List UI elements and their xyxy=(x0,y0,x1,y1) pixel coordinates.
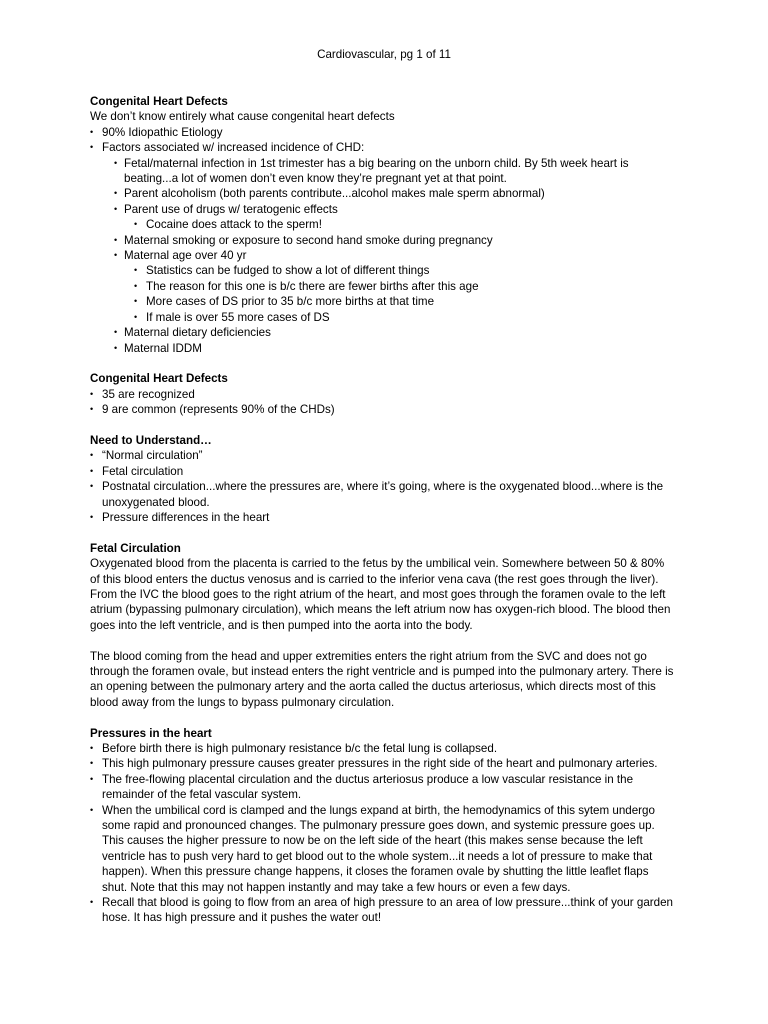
section-heading: Fetal Circulation xyxy=(90,541,181,555)
nested-list-item: • Statistics can be fudged to show a lot of different things xyxy=(134,263,676,278)
list-item: • 35 are recognized xyxy=(90,387,676,402)
sub-list-item xyxy=(114,202,676,233)
nested-list-item: • More cases of DS prior to 35 b/c more births at that time xyxy=(134,294,676,309)
list-item: • Fetal circulation xyxy=(90,464,676,479)
bullet-list xyxy=(90,125,676,356)
section-heading: Congenital Heart Defects xyxy=(90,372,228,386)
sub-list-item: • Parent alcoholism (both parents contribute...alcohol makes male sperm abnormal) xyxy=(114,186,676,201)
section-congenital-heart-defects-counts xyxy=(90,371,676,417)
nested-bullet-list xyxy=(134,217,676,232)
bullet-list xyxy=(90,448,676,525)
sub-list-item xyxy=(114,248,676,325)
section-intro: We don’t know entirely what cause congenital heart defects xyxy=(90,110,395,124)
list-item: • Before birth there is high pulmonary resistance b/c the fetal lung is collapsed. xyxy=(90,741,676,756)
nested-list-item: • The reason for this one is b/c there are fewer births after this age xyxy=(134,279,676,294)
section-heading: Need to Understand… xyxy=(90,433,212,447)
section-heading: Congenital Heart Defects xyxy=(90,95,228,108)
section-fetal-circulation xyxy=(90,541,676,710)
sub-list-item: • Maternal dietary deficiencies xyxy=(114,325,676,340)
sub-list-item-text: Parent use of drugs w/ teratogenic effects xyxy=(124,202,338,216)
section-congenital-heart-defects-causes xyxy=(90,94,676,356)
list-item-text: Factors associated w/ increased incidence of CHD: xyxy=(102,141,365,155)
nested-bullet-list xyxy=(134,263,676,325)
document-body xyxy=(90,94,676,941)
paragraph: The blood coming from the head and upper extremities enters the right atrium from the SVC and does not go through the foramen ovale, but instead enters the right ventricle and is pumped into the pulmonary artery. There is an opening between the pulmonary artery and the aorta called the ductus arteriosus, which directs most of this blood away from the lungs to bypass pulmonary circulation. xyxy=(90,649,674,709)
list-item: • “Normal circulation” xyxy=(90,448,676,463)
bullet-list xyxy=(90,741,676,926)
list-item: • When the umbilical cord is clamped and the lungs expand at birth, the hemodynamics of this sytem undergo some rapid and pronounced changes. The pulmonary pressure goes down, and systemic pressure goes up. This causes the higher pressure to now be on the left side of the heart (this makes sense because the left ventricle has to push very hard to get blood out to the whole system...it needs a lot of pressure to make that happen). When this pressure change happens, it closes the foramen ovale by shutting the little leaflet flaps shut. Note that this may not happen instantly and may take a few hours or even a few days. xyxy=(90,803,676,895)
page-header: Cardiovascular, pg 1 of 11 xyxy=(317,48,451,61)
section-heading: Pressures in the heart xyxy=(90,726,212,740)
sub-list-item: • Maternal smoking or exposure to second hand smoke during pregnancy xyxy=(114,233,676,248)
sub-list-item: • Maternal IDDM xyxy=(114,341,676,356)
sub-bullet-list xyxy=(114,156,676,356)
sub-list-item: • Fetal/maternal infection in 1st trimester has a big bearing on the unborn child. By 5th week heart is beating...a lot of women don’t even know they’re pregnant yet at that point. xyxy=(114,156,676,187)
list-item: • 9 are common (represents 90% of the CHDs) xyxy=(90,402,676,417)
list-item: • This high pulmonary pressure causes greater pressures in the right side of the heart and pulmonary arteries. xyxy=(90,756,676,771)
bullet-list xyxy=(90,387,676,418)
nested-list-item: • Cocaine does attack to the sperm! xyxy=(134,217,676,232)
list-item: • 90% Idiopathic Etiology xyxy=(90,125,676,140)
list-item: • Pressure differences in the heart xyxy=(90,510,676,525)
nested-list-item: • If male is over 55 more cases of DS xyxy=(134,310,676,325)
section-need-to-understand xyxy=(90,433,676,525)
list-item: • Postnatal circulation...where the pressures are, where it’s going, where is the oxygenated blood...where is the unoxygenated blood. xyxy=(90,479,676,510)
paragraph: Oxygenated blood from the placenta is carried to the fetus by the umbilical vein. Somewhere between 50 & 80% of this blood enters the ductus venosus and is carried to the inferior vena cava (the rest goes through the liver). From the IVC the blood goes to the right atrium of the heart, and most goes through the foramen ovale to the left atrium (bypassing pulmonary circulation), which means the left atrium now has oxygen-rich blood. The blood then goes into the left ventricle, and is then pumped into the aorta into the body. xyxy=(90,557,671,632)
list-item xyxy=(90,140,676,356)
list-item: • The free-flowing placental circulation and the ductus arteriosus produce a low vascular resistance in the remainder of the fetal vascular system. xyxy=(90,772,676,803)
section-pressures-in-the-heart xyxy=(90,726,676,926)
sub-list-item-text: Maternal age over 40 yr xyxy=(124,249,247,263)
list-item: • Recall that blood is going to flow from an area of high pressure to an area of low pressure...think of your garden hose. It has high pressure and it pushes the water out! xyxy=(90,895,676,926)
